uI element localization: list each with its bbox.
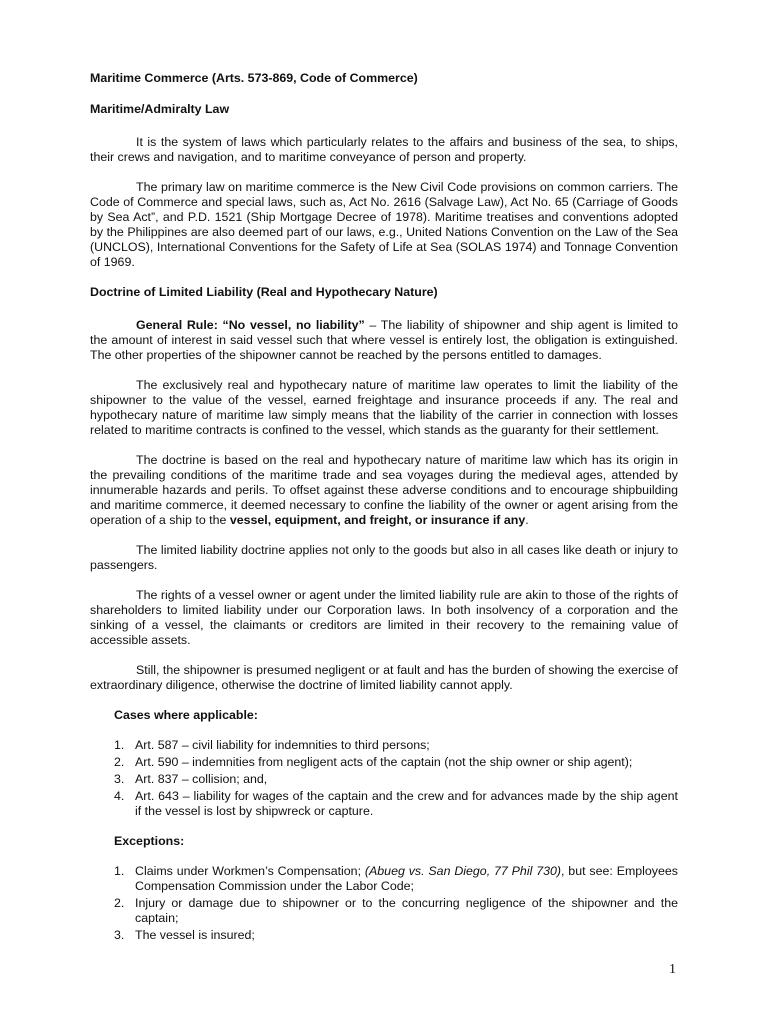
list-item-text: The vessel is insured; [135,928,255,942]
list-item-text: Injury or damage due to shipowner or to the concurring negligence of the shipowner and the captain; [135,896,678,925]
document-body [90,71,678,958]
list-item [90,772,678,787]
list-number: 2. [114,755,125,769]
list-number: 1. [114,738,125,752]
paragraph-bold-text: vessel, equipment, and freight, or insurance if any [229,513,526,527]
document-title: Maritime Commerce (Arts. 573-869, Code of Commerce) [90,71,418,85]
list-item-text: Art. 643 – liability for wages of the captain and the crew and for advances made by the ship agent if the vessel is lost by shipwreck or capture. [135,789,678,818]
list-number: 3. [114,928,125,942]
list-item [90,896,678,926]
paragraph: Still, the shipowner is presumed negligent or at fault and has the burden of showing the exercise of extraordinary diligence, otherwise the doctrine of limited liability cannot apply. [90,663,678,692]
list-item [90,789,678,819]
list-item-text: Art. 837 – collision; and, [135,772,268,786]
list-number: 4. [114,789,125,803]
paragraph-text: The doctrine is based on the real and hypothecary nature of maritime law which has its origin in the prevailing conditions of the maritime trade and sea voyages during the medieval ages, attended by innumerable hazards and perils. To offset against these adverse conditions and to encourage shipbuilding and maritime commerce, it deemed necessary to confine the liability of the owner or agent arising from the operation of a ship to the [90,453,678,527]
paragraph [90,453,678,528]
paragraph: The limited liability doctrine applies not only to the goods but also in all cases like death or injury to passengers. [90,543,678,572]
list-number: 2. [114,896,125,910]
paragraph: The exclusively real and hypothecary nature of maritime law operates to limit the liability of the shipowner to the value of the vessel, earned freightage and insurance proceeds if any. The real and hypothecary nature of maritime law simply means that the liability of the carrier in connection with losses related to maritime contracts is confined to the vessel, which stands as the guaranty for their settlement. [90,378,678,437]
general-rule-text: – The liability of shipowner and ship agent is limited to the amount of interest in said vessel such that where vessel is entirely lost, the obligation is extinguished. The other properties of the shipowner cannot be reached by the persons entitled to damages. [90,318,678,362]
section-heading-maritime-law: Maritime/Admiralty Law [90,102,230,116]
general-rule-label: General Rule: “No vessel, no liability” [136,318,365,332]
list-item [90,864,678,894]
list-item [90,738,678,753]
paragraph: The primary law on maritime commerce is the New Civil Code provisions on common carriers. The Code of Commerce and special laws, such as, Act No. 2616 (Salvage Law), Act No. 65 (Carriage of Goods by Sea Act”, and P.D. 1521 (Ship Mortgage Decree of 1978). Maritime treatises and conventions adopted by the Philippines are also deemed part of our laws, e.g., United Nations Convention on the Law of the Sea (UNCLOS), International Conventions for the Safety of Life at Sea (SOLAS 1974) and Tonnage Convention of 1969. [90,180,678,269]
exceptions-list [90,864,678,943]
cases-heading: Cases where applicable: [114,708,258,722]
list-item-text: Art. 590 – indemnities from negligent acts of the captain (not the ship owner or ship agent); [135,755,633,769]
paragraph: The rights of a vessel owner or agent under the limited liability rule are akin to those of the rights of shareholders to limited liability under our Corporation laws. In both insolvency of a corporation and the sinking of a vessel, the claimants or creditors are limited in their recovery to the remaining value of accessible assets. [90,588,678,647]
paragraph-general-rule [90,318,678,363]
page-number: 1 [669,962,676,977]
section-heading-limited-liability: Doctrine of Limited Liability (Real and Hypothecary Nature) [90,285,438,299]
list-item [90,755,678,770]
paragraph-end: . [525,513,529,527]
list-item-text-end: , but see: Employees Compensation Commission under the Labor Code; [135,864,678,893]
list-number: 3. [114,772,125,786]
cases-list [90,738,678,819]
case-citation: (Abueg vs. San Diego, 77 Phil 730) [364,864,561,878]
exceptions-heading: Exceptions: [114,834,185,848]
list-item [90,928,678,943]
paragraph: It is the system of laws which particularly relates to the affairs and business of the sea, to ships, their crews and navigation, and to maritime conveyance of person and property. [90,135,678,164]
list-number: 1. [114,864,125,878]
list-item-text: Art. 587 – civil liability for indemnities to third persons; [135,738,430,752]
list-item-text: Claims under Workmen’s Compensation; [135,864,365,878]
